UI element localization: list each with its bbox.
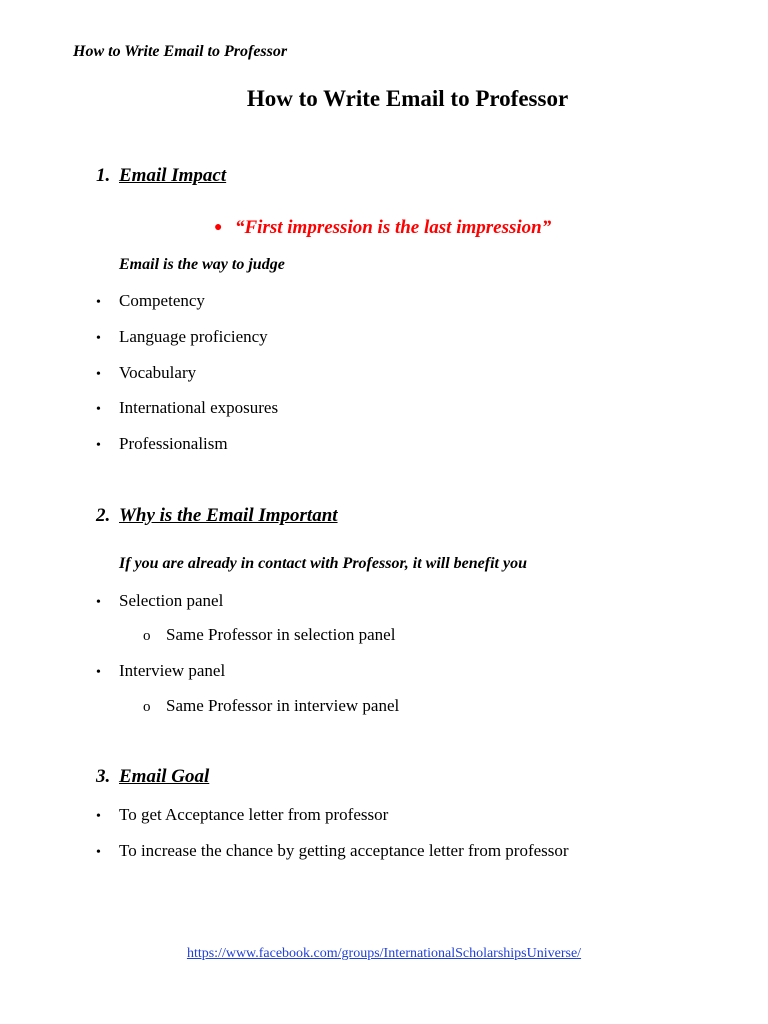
list-item-text: Competency (119, 291, 205, 310)
bullet-icon: • (96, 665, 101, 680)
list-item-text: Professionalism (119, 434, 228, 453)
list-item (96, 841, 569, 861)
circle-bullet-icon: o (143, 699, 151, 715)
impression-quote (214, 217, 551, 239)
list-item-text: Vocabulary (119, 363, 197, 382)
list-item-text: To get Acceptance letter from professor (119, 805, 389, 824)
list-item-text: Interview panel (119, 661, 226, 680)
list-item-text: Language proficiency (119, 327, 268, 346)
section-1-subheading: Email is the way to judge (119, 256, 285, 273)
list-item (96, 363, 196, 383)
bullet-icon: • (96, 331, 101, 346)
sub-list-item (143, 625, 395, 645)
sub-list-item-text: Same Professor in interview panel (166, 696, 400, 715)
bullet-icon: • (96, 295, 101, 310)
list-item (96, 327, 268, 347)
section-title: Why is the Email Important (119, 505, 338, 526)
bullet-icon: • (96, 809, 101, 824)
section-title: Email Impact (119, 165, 227, 186)
section-number: 3. (96, 766, 111, 787)
list-item (96, 291, 205, 311)
list-item-text: Selection panel (119, 591, 224, 610)
section-1-heading (96, 165, 226, 187)
running-header: How to Write Email to Professor (73, 43, 288, 60)
list-item (96, 805, 388, 825)
list-item (96, 398, 278, 418)
bullet-icon: ● (214, 220, 223, 235)
sub-list-item-text: Same Professor in selection panel (166, 625, 396, 644)
bullet-icon: • (96, 845, 101, 860)
section-2-heading (96, 505, 338, 527)
section-3-heading (96, 766, 209, 788)
section-number: 1. (96, 165, 111, 186)
section-2-subheading: If you are already in contact with Professor, it will benefit you (119, 555, 527, 572)
list-item (96, 591, 223, 611)
bullet-icon: • (96, 595, 101, 610)
bullet-icon: • (96, 438, 101, 453)
bullet-icon: • (96, 367, 101, 382)
list-item (96, 661, 225, 681)
list-item (96, 434, 228, 454)
bullet-icon: • (96, 402, 101, 417)
list-item-text: To increase the chance by getting acceptance letter from professor (119, 841, 569, 860)
section-title: Email Goal (119, 766, 210, 787)
section-number: 2. (96, 505, 111, 526)
quote-text: “First impression is the last impression” (235, 217, 552, 238)
sub-list-item (143, 696, 399, 716)
document-title: How to Write Email to Professor (246, 86, 569, 111)
list-item-text: International exposures (119, 398, 279, 417)
facebook-group-link[interactable]: https://www.facebook.com/groups/InternationalScholarshipsUniverse/ (186, 946, 582, 961)
circle-bullet-icon: o (143, 628, 151, 644)
